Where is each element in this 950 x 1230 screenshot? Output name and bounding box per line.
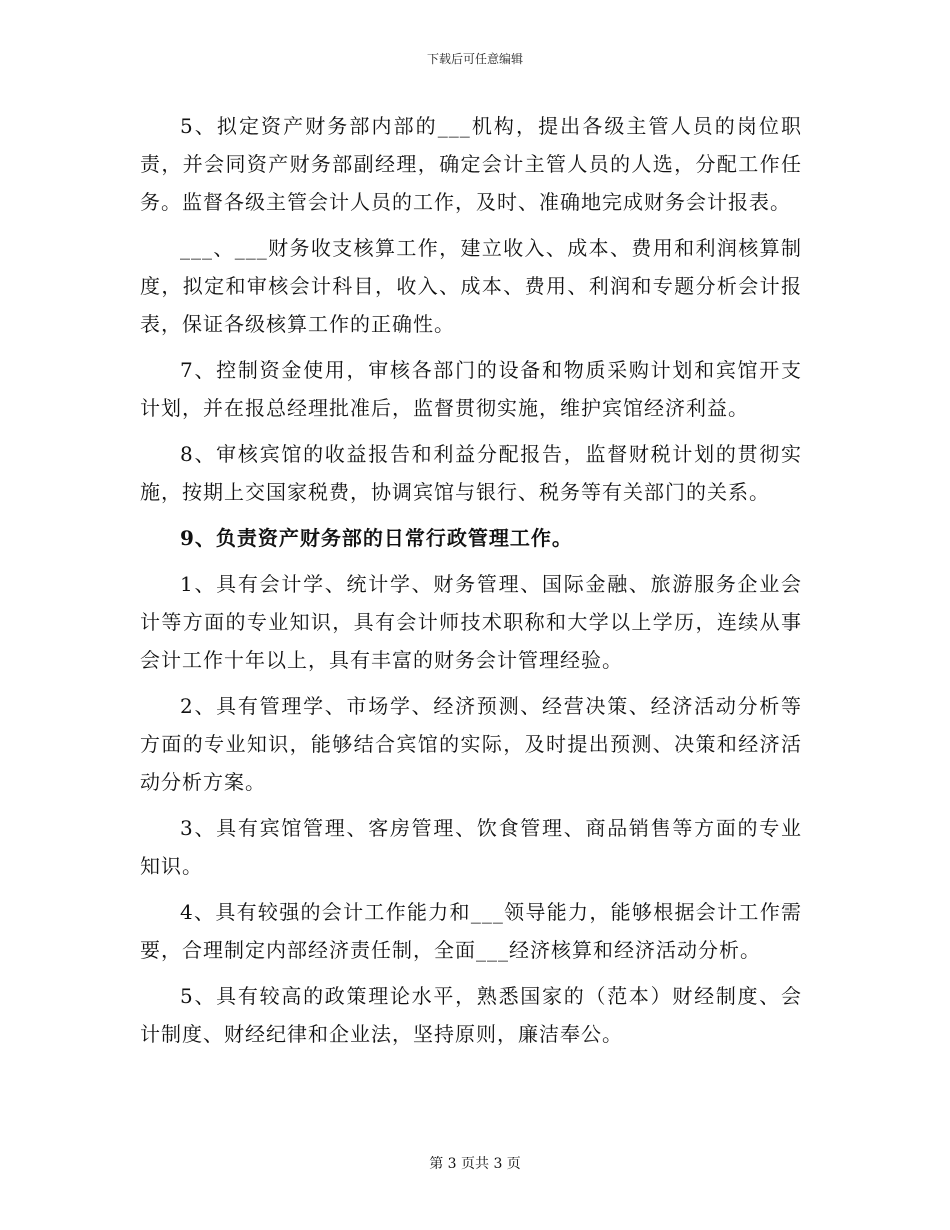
paragraph-requirement-4: 4、具有较强的会计工作能力和___领导能力，能够根据会计工作需要，合理制定内部经济责任制，全面___经济核算和经济活动分析。 bbox=[140, 900, 802, 962]
paragraph-requirement-3: 3、具有宾馆管理、客房管理、饮食管理、商品销售等方面的专业知识。 bbox=[140, 816, 802, 878]
paragraph-requirement-1: 1、具有会计学、统计学、财务管理、国际金融、旅游服务企业会计等方面的专业知识，具有会计师技术职称和大学以上学历，连续从事会计工作十年以上，具有丰富的财务会计管理经验。 bbox=[140, 572, 802, 672]
paragraph-duty-6: ___、___财务收支核算工作，建立收入、成本、费用和利润核算制度，拟定和审核会计科目，收入、成本、费用、利润和专题分析会计报表，保证各级核算工作的正确性。 bbox=[140, 236, 802, 336]
paragraph-duty-8: 8、审核宾馆的收益报告和利益分配报告，监督财税计划的贯彻实施，按期上交国家税费，协调宾馆与银行、税务等有关部门的关系。 bbox=[140, 442, 802, 504]
paragraph-requirement-2: 2、具有管理学、市场学、经济预测、经营决策、经济活动分析等方面的专业知识，能够结合宾馆的实际，及时提出预测、决策和经济活动分析方案。 bbox=[140, 694, 802, 794]
page-header-note: 下载后可任意编辑 bbox=[426, 52, 523, 66]
paragraph-requirement-5: 5、具有较高的政策理论水平，熟悉国家的（范本）财经制度、会计制度、财经纪律和企业法，坚持原则，廉洁奉公。 bbox=[140, 984, 802, 1046]
document-body bbox=[140, 107, 802, 1061]
paragraph-duty-7: 7、控制资金使用，审核各部门的设备和物质采购计划和宾馆开支计划，并在报总经理批准后，监督贯彻实施，维护宾馆经济利益。 bbox=[140, 358, 802, 420]
paragraph-duty-5: 5、拟定资产财务部内部的___机构，提出各级主管人员的岗位职责，并会同资产财务部副经理，确定会计主管人员的人选，分配工作任务。监督各级主管会计人员的工作，及时、准确地完成财务会计报表。 bbox=[140, 114, 802, 214]
paragraph-duty-9: 9、负责资产财务部的日常行政管理工作。 bbox=[180, 526, 573, 550]
page-number: 第 3 页共 3 页 bbox=[429, 1156, 521, 1172]
